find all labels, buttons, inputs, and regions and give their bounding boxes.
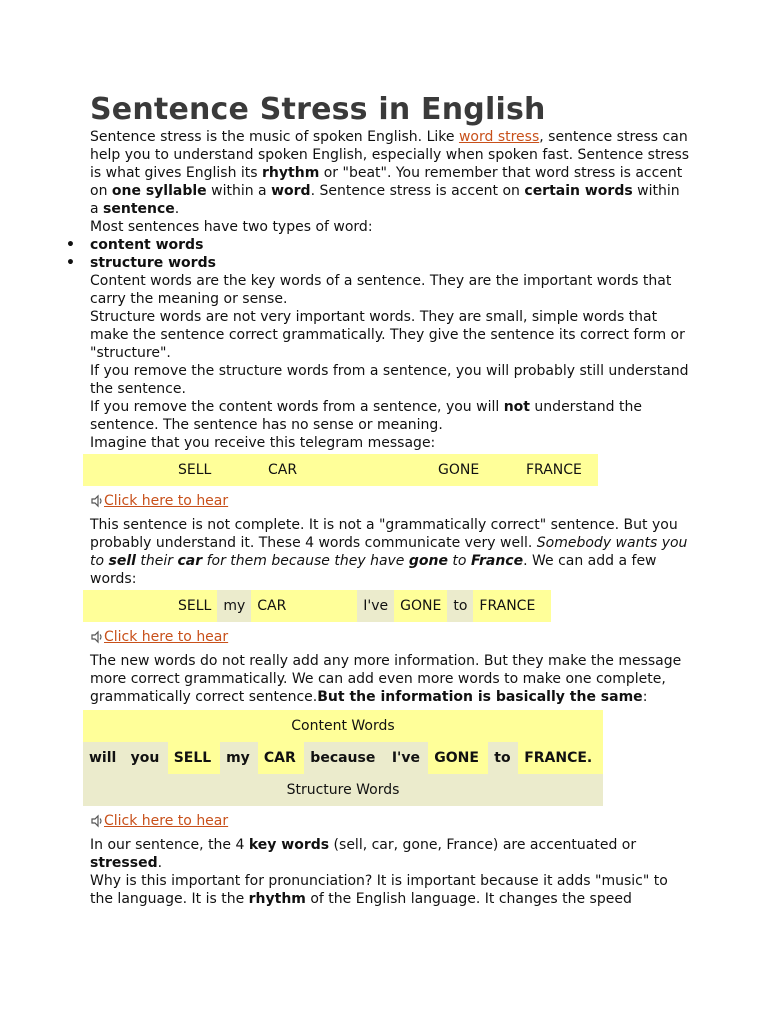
table-cell: FRANCE.	[518, 742, 603, 774]
why-paragraph: Why is this important for pronunciation? It is important because it adds "music" to the language. It is the rhythm of the English language. It changes the speed	[90, 873, 668, 907]
structure-words-label: Structure Words	[83, 774, 603, 806]
content-words-paragraph: Content words are the key words of a sentence. They are the important words that carry the meaning or sense.	[90, 273, 672, 307]
page-title: Sentence Stress in English	[90, 92, 546, 127]
table-cell: to	[447, 590, 473, 622]
table-cell: because	[304, 742, 386, 774]
content-words-label: Content Words	[83, 710, 603, 742]
table-cell: GONE	[394, 590, 447, 622]
telegram-paragraph: Imagine that you receive this telegram message:	[90, 435, 436, 451]
click-to-hear-link[interactable]: Click here to hear	[104, 629, 229, 645]
types-intro: Most sentences have two types of word:	[90, 219, 373, 235]
table-cell: my	[217, 590, 251, 622]
table-cell: you	[125, 742, 168, 774]
intro-paragraph: Sentence stress is the music of spoken English. Like word stress, sentence stress can help you to understand spoken English, especially when spoken fast. Sentence stress is what gives English its rhythm or "beat". You remember that word stress is accent on one syllable within a word. Sentence stress is accent on certain words within a sentence.	[90, 129, 690, 217]
few-words-table	[83, 590, 551, 622]
click-to-hear-link[interactable]: Click here to hear	[104, 493, 229, 509]
click-to-hear-link[interactable]: Click here to hear	[104, 813, 229, 829]
key-words-paragraph: In our sentence, the 4 key words (sell, car, gone, France) are accentuated or stressed.	[90, 837, 637, 871]
table-cell: I've	[357, 590, 394, 622]
table-cell: my	[220, 742, 258, 774]
hear-link-row[interactable]	[90, 812, 690, 830]
hear-link-row[interactable]	[90, 492, 690, 510]
list-item: • structure words	[90, 254, 690, 272]
full-sentence-table	[83, 710, 603, 806]
table-cell: I've	[386, 742, 428, 774]
new-words-paragraph: The new words do not really add any more information. But they make the message more correct grammatically. We can add even more words to make one complete, grammatically correct sentence.But the information is basically the same:	[90, 653, 682, 705]
table-cell: FRANCE	[473, 590, 551, 622]
hear-link-row[interactable]	[90, 628, 690, 646]
article-body	[90, 128, 690, 908]
structure-words-paragraph: Structure words are not very important words. They are small, simple words that make the sentence correct grammatically. They give the sentence its correct form or "structure".	[90, 309, 685, 361]
complete-paragraph: This sentence is not complete. It is not a "grammatically correct" sentence. But you probably understand it. These 4 words communicate very well. Somebody wants you to sell their car for them because they have gone to France. We can add a few words:	[90, 517, 688, 587]
table-cell: GONE	[428, 742, 488, 774]
remove-structure-paragraph: If you remove the structure words from a sentence, you will probably still understand the sentence.	[90, 363, 689, 397]
table-cell: SELL	[172, 590, 217, 622]
table-cell: CAR	[251, 590, 357, 622]
table-cell: FRANCE	[520, 454, 598, 486]
telegram-table	[83, 454, 598, 486]
table-cell: will	[83, 742, 125, 774]
table-cell: GONE	[432, 454, 520, 486]
word-stress-link[interactable]: word stress	[458, 129, 540, 145]
table-cell: CAR	[262, 454, 432, 486]
word-types-list	[90, 236, 690, 272]
table-cell: CAR	[258, 742, 304, 774]
remove-content-paragraph: If you remove the content words from a sentence, you will not understand the sentence. The sentence has no sense or meaning.	[90, 399, 642, 433]
table-cell: SELL	[168, 742, 220, 774]
speaker-icon	[90, 630, 104, 644]
speaker-icon	[90, 494, 104, 508]
list-item: • content words	[90, 236, 690, 254]
speaker-icon	[90, 814, 104, 828]
table-cell: SELL	[172, 454, 262, 486]
table-cell: to	[488, 742, 518, 774]
